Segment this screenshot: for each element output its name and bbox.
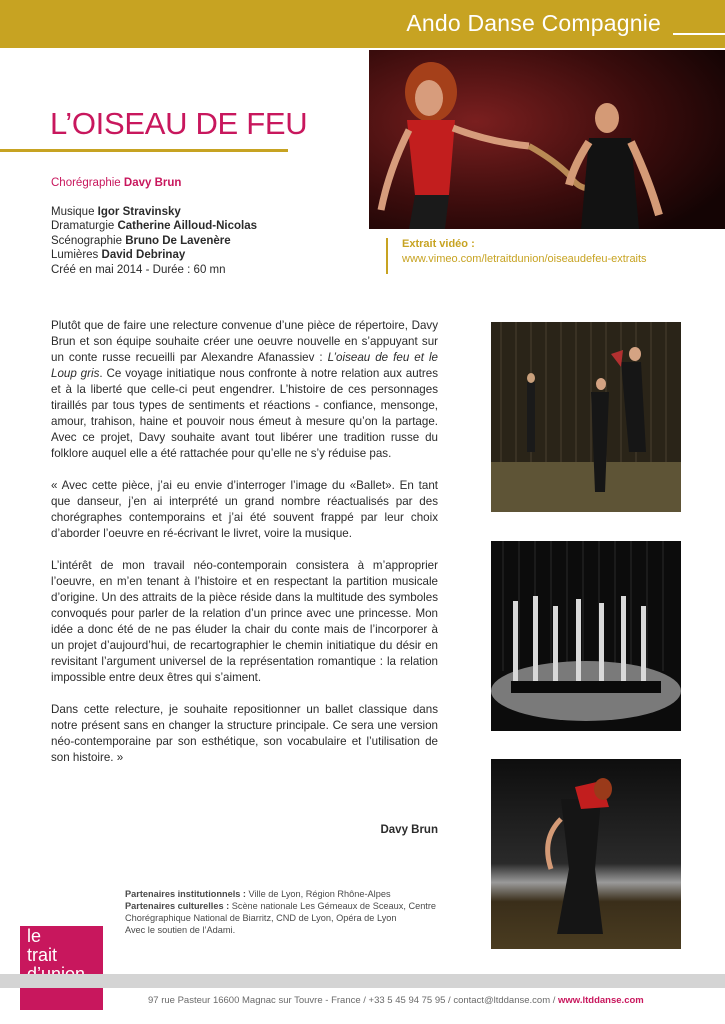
credit-name: Catherine Ailloud-Nicolas xyxy=(117,220,257,232)
credit-label: Dramaturgie xyxy=(51,220,115,232)
credit-name: Igor Stravinsky xyxy=(97,205,181,218)
video-label: Extrait vidéo : xyxy=(402,238,475,250)
credit-scenography xyxy=(51,234,257,249)
logo-line-1: le xyxy=(27,926,42,946)
stage-photo-2 xyxy=(491,541,681,731)
paragraph xyxy=(51,318,438,462)
header-rule xyxy=(673,33,725,35)
paragraph: « Avec cette pièce, j’ai eu envie d’interroger l’image du «Ballet». En tant que danseur, j’en ai interprété un grand nombre réactualisés par des chorégraphes contemporains et j’ai été souvent frappé par leur choix d’aborder l’oeuvre en ré-écrivant le livret, voire la musique. xyxy=(51,479,438,540)
partners-label: Partenaires culturelles : xyxy=(125,901,230,911)
partners-cultural xyxy=(125,900,443,924)
partners-text: Scène nationale Les Gémeaux de Sceaux, Centre Chorégraphique National de Biarritz, CND de Lyon, Opéra de Lyon xyxy=(125,901,437,923)
stage-photo-2-illustration xyxy=(491,541,681,731)
partners-institutional xyxy=(125,888,443,900)
partners-text: Ville de Lyon, Région Rhône-Alpes xyxy=(246,889,391,899)
stage-photo-3-illustration xyxy=(491,759,681,949)
credit-name: Bruno De Lavenère xyxy=(125,234,231,247)
stage-photo-3 xyxy=(491,759,681,949)
signature: Davy Brun xyxy=(380,824,438,836)
credit-label: Chorégraphie xyxy=(51,177,121,189)
hero-photo xyxy=(369,50,725,229)
paragraph-text: . Ce voyage initiatique nous confronte à notre relation aux autres et à la liberté que celle-ci peut engendrer. L’histoire de ces personnages tiraillés par tous types de sentiments et réactions - confiance, mensonge, amour, trahison, haine et pouvoir nous émeut à mesure qu’on la partage. Avec ce projet, Davy souhaite avant tout libérer une tradition russe du folklore auquel elle a été rattachée pour qu’elle ne s’y réduise pas. xyxy=(51,367,438,460)
footer-address: 97 rue Pasteur 16600 Magnac sur Touvre - France / +33 5 45 94 75 95 / contact@ltddanse.com / xyxy=(148,995,559,1006)
company-name: Ando Danse Compagnie xyxy=(406,10,661,36)
title-rule xyxy=(0,149,288,152)
tale-title: L’oiseau de feu et le Loup gris xyxy=(51,351,438,380)
credits-block xyxy=(51,176,257,277)
credit-choreography xyxy=(51,176,257,191)
paragraph-text: Plutôt que de faire une relecture convenue d’une pièce de répertoire, Davy Brun et son équipe souhaite créer une oeuvre nouvelle en s’appuyant sur un conte russe recueilli par Alexandre Afanassiev : xyxy=(51,319,438,364)
footer-contact xyxy=(148,995,644,1006)
page-title: L’OISEAU DE FEU xyxy=(50,106,308,141)
credit-label: Musique xyxy=(51,205,95,218)
hero-photo-illustration xyxy=(369,50,725,229)
paragraph: Dans cette relecture, je souhaite repositionner un ballet classique dans notre présent sans en changer la structure principale. Ce sera une version néo-contemporaine par son esthétique, son vocabulaire et l’utilisation de son histoire. » xyxy=(51,703,438,764)
footer-website-link[interactable]: www.ltddanse.com xyxy=(558,995,644,1006)
credit-dramaturgy xyxy=(51,219,257,234)
credit-label: Scénographie xyxy=(51,234,122,247)
video-callout xyxy=(386,238,725,274)
credit-name: Davy Brun xyxy=(123,177,182,189)
credit-lights xyxy=(51,248,257,263)
credit-created: Créé en mai 2014 - Durée : 60 mn xyxy=(51,263,226,276)
partners-label: Partenaires institutionnels : xyxy=(125,889,246,899)
partners-block xyxy=(125,888,443,936)
footer-band xyxy=(0,974,725,988)
credit-name: David Debrinay xyxy=(101,249,186,261)
video-link[interactable]: www.vimeo.com/letraitdunion/oiseaudefeu-extraits xyxy=(402,253,647,265)
credit-music xyxy=(51,205,257,220)
video-bar xyxy=(386,238,388,274)
logo-line-2: trait xyxy=(27,945,58,965)
credit-label: Lumières xyxy=(51,249,99,261)
paragraph: L’intérêt de mon travail néo-contemporain consistera à m’approprier l’oeuvre, en m’en tenant à l’histoire et en respectant la partition musicale d’origine. Un des attraits de la pièce réside dans la multitude des symboles convoqués pour parler de la relation d’un prince avec une princesse. Mon idée a donc été de ne pas éluder la chair du conte mais de l’incorporer à un projet d’aujourd’hui, de recartographier le chemin initiatique du désir en revisitant l’argument universel de la représentation romantique : la relation impossible entre deux êtres qui s’aiment. xyxy=(51,559,438,684)
stage-photo-1 xyxy=(491,322,681,512)
partners-support: Avec le soutien de l’Adami. xyxy=(125,925,236,935)
stage-photo-1-illustration xyxy=(491,322,681,512)
body-text xyxy=(51,318,438,782)
